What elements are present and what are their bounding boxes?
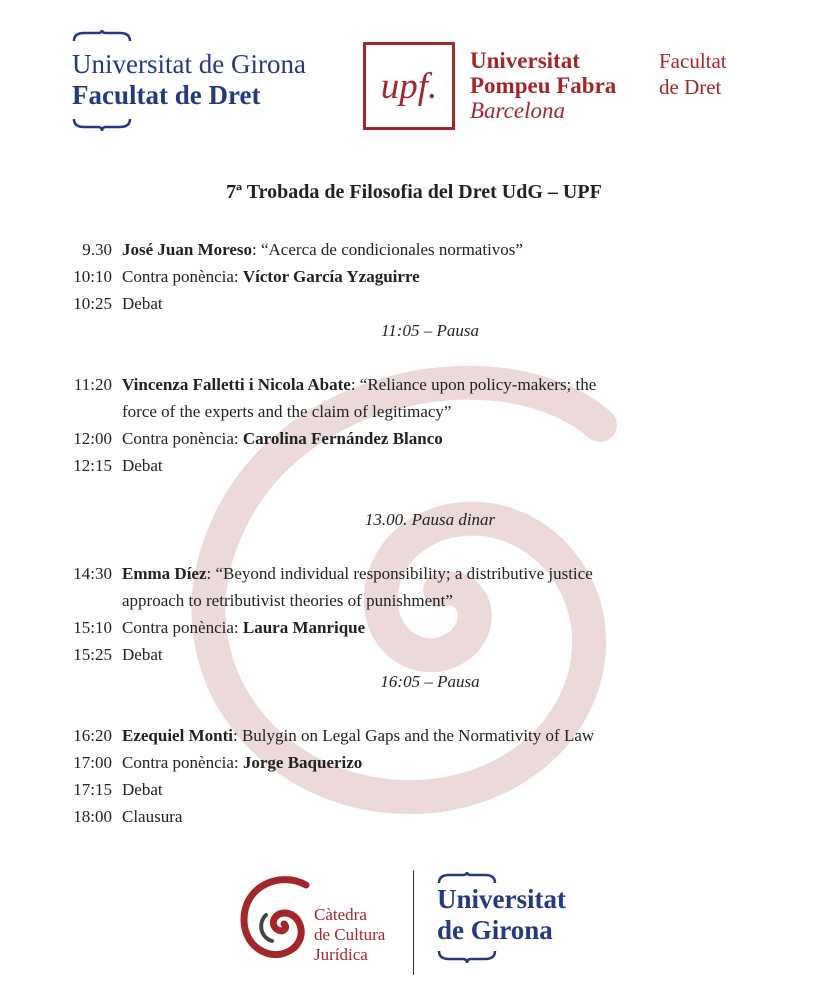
row-time: 12:15 — [73, 456, 112, 475]
udg-footer-line-1: Universitat — [437, 884, 566, 914]
row-time: 18:00 — [73, 807, 112, 826]
row-time: 9.30 — [82, 240, 112, 259]
programme-row — [60, 776, 760, 803]
udg-footer-top-brace-icon — [437, 872, 497, 884]
row-time: 12:00 — [73, 429, 112, 448]
row-text: Clausura — [122, 807, 183, 826]
row-time: 11:20 — [73, 375, 112, 394]
row-text: Debat — [122, 456, 163, 475]
talk-title-cont: approach to retributivist theories of punishment” — [122, 591, 453, 610]
programme-row — [60, 749, 760, 776]
respondent-label: Contra ponència: — [122, 618, 243, 637]
footer-divider — [413, 870, 414, 975]
upf-logo — [363, 42, 455, 130]
udg-top-brace-icon — [72, 30, 132, 42]
respondent-label: Contra ponència: — [122, 753, 243, 772]
respondent-name: Laura Manrique — [242, 618, 366, 637]
talk-title: : Bulygin on Legal Gaps and the Normativity of Law — [232, 726, 595, 745]
programme-row — [60, 722, 760, 749]
row-time: 14:30 — [73, 564, 112, 583]
speaker-name: Emma Díez — [122, 564, 207, 583]
catedra-line-3: Jurídica — [314, 945, 368, 964]
udg-footer-bottom-brace-icon — [437, 950, 497, 964]
respondent-label: Contra ponència: — [122, 429, 243, 448]
programme-row — [60, 263, 760, 290]
programme-row — [60, 560, 760, 614]
programme — [60, 236, 760, 830]
programme-row — [60, 614, 760, 641]
respondent-name: Jorge Baquerizo — [242, 753, 363, 772]
programme-row — [60, 425, 760, 452]
catedra-spiral-icon — [236, 875, 316, 965]
row-time: 15:10 — [73, 618, 112, 637]
upf-line-3: Barcelona — [470, 98, 565, 123]
udg-bottom-brace-icon — [72, 118, 132, 132]
faculty-line-2: de Dret — [659, 75, 722, 99]
catedra-line-1: Càtedra — [314, 905, 367, 924]
upf-name — [470, 48, 616, 123]
event-title: 7ª Trobada de Filosofia del Dret UdG – UPF — [226, 181, 602, 203]
row-text: Debat — [122, 294, 163, 313]
upf-faculty — [659, 48, 727, 100]
programme-row — [60, 236, 760, 263]
talk-title: : “Acerca de condicionales normativos” — [252, 240, 523, 259]
programme-row — [60, 290, 760, 317]
speaker-name: Vincenza Falletti i Nicola Abate — [122, 375, 351, 394]
talk-title-cont: force of the experts and the claim of legitimacy” — [122, 402, 452, 421]
pause-label: 11:05 – Pausa — [381, 321, 479, 340]
udg-header-name: Universitat de Girona — [72, 49, 306, 79]
respondent-name: Carolina Fernández Blanco — [242, 429, 443, 448]
row-time: 15:25 — [73, 645, 112, 664]
udg-header-faculty: Facultat de Dret — [72, 80, 261, 110]
talk-title: : “Reliance upon policy-makers; the — [350, 375, 597, 394]
upf-logo-text: upf. — [380, 65, 438, 107]
speaker-name: José Juan Moreso — [122, 240, 253, 259]
respondent-name: Víctor García Yzaguirre — [242, 267, 420, 286]
pause-label: 13.00. Pausa dinar — [364, 510, 496, 529]
programme-row — [60, 371, 760, 425]
upf-line-2: Pompeu Fabra — [470, 73, 617, 98]
faculty-line-1: Facultat — [659, 49, 727, 73]
programme-row — [60, 452, 760, 479]
speaker-name: Ezequiel Monti — [122, 726, 233, 745]
upf-line-1: Universitat — [470, 48, 580, 73]
pause-label: 16:05 – Pausa — [380, 672, 480, 691]
catedra-line-2: de Cultura — [314, 925, 386, 944]
row-time: 17:00 — [73, 753, 112, 772]
udg-footer-line-2: de Girona — [437, 915, 553, 945]
catedra-logo — [236, 875, 416, 975]
udg-footer-logo — [437, 872, 566, 964]
row-time: 16:20 — [73, 726, 112, 745]
row-text: Debat — [122, 780, 163, 799]
row-time: 10:25 — [73, 294, 112, 313]
row-text: Debat — [122, 645, 163, 664]
programme-row — [60, 641, 760, 668]
udg-header-logo — [72, 30, 306, 132]
row-time: 10:10 — [73, 267, 112, 286]
talk-title: : “Beyond individual responsibility; a distributive justice — [206, 564, 593, 583]
programme-row — [60, 803, 760, 830]
row-time: 17:15 — [73, 780, 112, 799]
respondent-label: Contra ponència: — [122, 267, 243, 286]
